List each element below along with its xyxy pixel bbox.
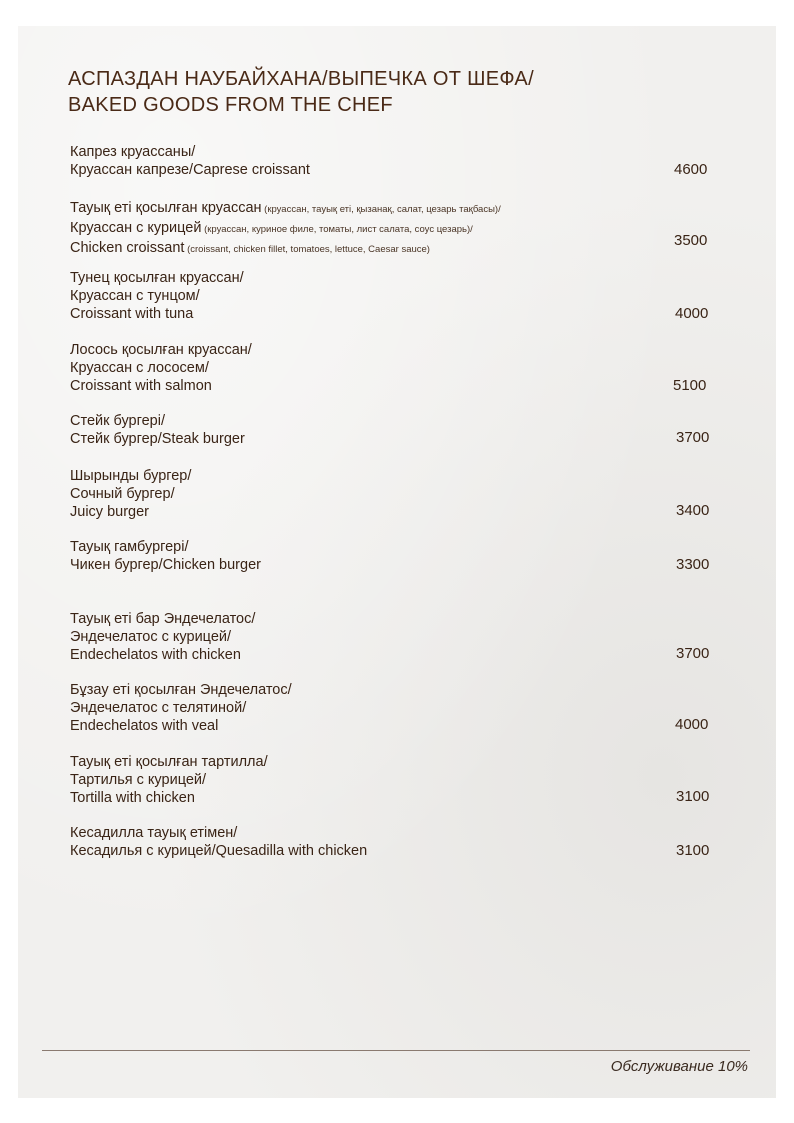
item-price: 3700 <box>676 429 710 446</box>
item-name-en: Chicken croissant <box>70 240 185 256</box>
item-price: 5100 <box>673 377 707 394</box>
item-name-en: Croissant with tuna <box>70 306 194 322</box>
item-name-ru-en: Кесадилья с курицей/Quesadilla with chicken <box>70 843 368 859</box>
item-name-en: Croissant with salmon <box>70 378 212 394</box>
menu-item-chicken-croissant <box>70 199 730 259</box>
item-name-ru: Эндечелатос с телятиной/ <box>70 700 247 716</box>
item-name-en: Tortilla with chicken <box>70 790 195 806</box>
item-ingredients-kz: (круассан, тауық еті, қызанақ, салат, цезарь тақбасы)/ <box>261 204 501 215</box>
item-name-ru: Тартилья с курицей/ <box>70 772 207 788</box>
item-name-kz: Лосось қосылған круассан/ <box>70 342 252 358</box>
item-price: 3100 <box>676 842 710 859</box>
item-name-ru-en: Чикен бургер/Chicken burger <box>70 557 261 573</box>
item-price: 3100 <box>676 788 710 805</box>
menu-item-salmon-croissant <box>70 341 730 395</box>
menu-item-tuna-croissant <box>70 269 730 323</box>
item-name-en: Endechelatos with chicken <box>70 647 241 663</box>
item-name-ru-en: Стейк бургер/Steak burger <box>70 431 245 447</box>
menu-page <box>18 26 776 1098</box>
menu-item-juicy-burger <box>70 467 730 521</box>
item-name-kz: Бұзау еті қосылған Эндечелатос/ <box>70 682 292 698</box>
item-price: 4000 <box>675 716 709 733</box>
item-ingredients-ru: (круассан, куриное филе, томаты, лист салата, соус цезарь)/ <box>201 224 473 235</box>
item-name-en: Endechelatos with veal <box>70 718 219 734</box>
menu-item-tortilla-chicken <box>70 753 730 807</box>
item-name-kz: Тунец қосылған круассан/ <box>70 270 244 286</box>
title-line-1: АСПАЗДАН НАУБАЙХАНА/ВЫПЕЧКА ОТ ШЕФА/ <box>68 68 534 90</box>
title-line-2: BAKED GOODS FROM THE CHEF <box>68 94 393 116</box>
menu-item-steak-burger <box>70 412 730 448</box>
item-price: 4000 <box>675 305 709 322</box>
item-name-kz: Кесадилла тауық етімен/ <box>70 825 238 841</box>
item-name-kz: Стейк бургері/ <box>70 413 165 429</box>
item-name-kz: Капрез круассаны/ <box>70 144 196 160</box>
item-price: 3700 <box>676 645 710 662</box>
menu-item-endechelatos-chicken <box>70 610 730 664</box>
item-name-kz: Тауық еті бар Эндечелатос/ <box>70 611 256 627</box>
item-name-kz: Тауық еті қосылған круассан <box>70 200 262 216</box>
item-name-ru-en: Круассан капрезе/Caprese croissant <box>70 162 310 178</box>
item-price: 3500 <box>674 232 708 249</box>
item-name-ru: Круассан с тунцом/ <box>70 288 200 304</box>
page-title <box>68 66 534 118</box>
item-price: 3300 <box>676 556 710 573</box>
menu-item-endechelatos-veal <box>70 681 730 735</box>
item-ingredients-en: (croissant, chicken fillet, tomatoes, lettuce, Caesar sauce) <box>184 244 430 255</box>
item-name-kz: Шырынды бургер/ <box>70 468 192 484</box>
footer-divider <box>42 1050 750 1051</box>
menu-item-chicken-burger <box>70 538 730 574</box>
item-name-kz: Тауық гамбургері/ <box>70 539 189 555</box>
service-charge-note: Обслуживание 10% <box>610 1058 748 1075</box>
item-price: 4600 <box>674 161 708 178</box>
item-name-en: Juicy burger <box>70 504 149 520</box>
item-name-kz: Тауық еті қосылған тартилла/ <box>70 754 268 770</box>
menu-item-caprese-croissant <box>70 143 730 179</box>
item-name-ru: Сочный бургер/ <box>70 486 175 502</box>
item-name-ru: Круассан с курицей <box>70 220 202 236</box>
menu-item-quesadilla-chicken <box>70 824 730 860</box>
item-name-ru: Эндечелатос с курицей/ <box>70 629 232 645</box>
item-price: 3400 <box>676 502 710 519</box>
item-name-ru: Круассан с лососем/ <box>70 360 209 376</box>
